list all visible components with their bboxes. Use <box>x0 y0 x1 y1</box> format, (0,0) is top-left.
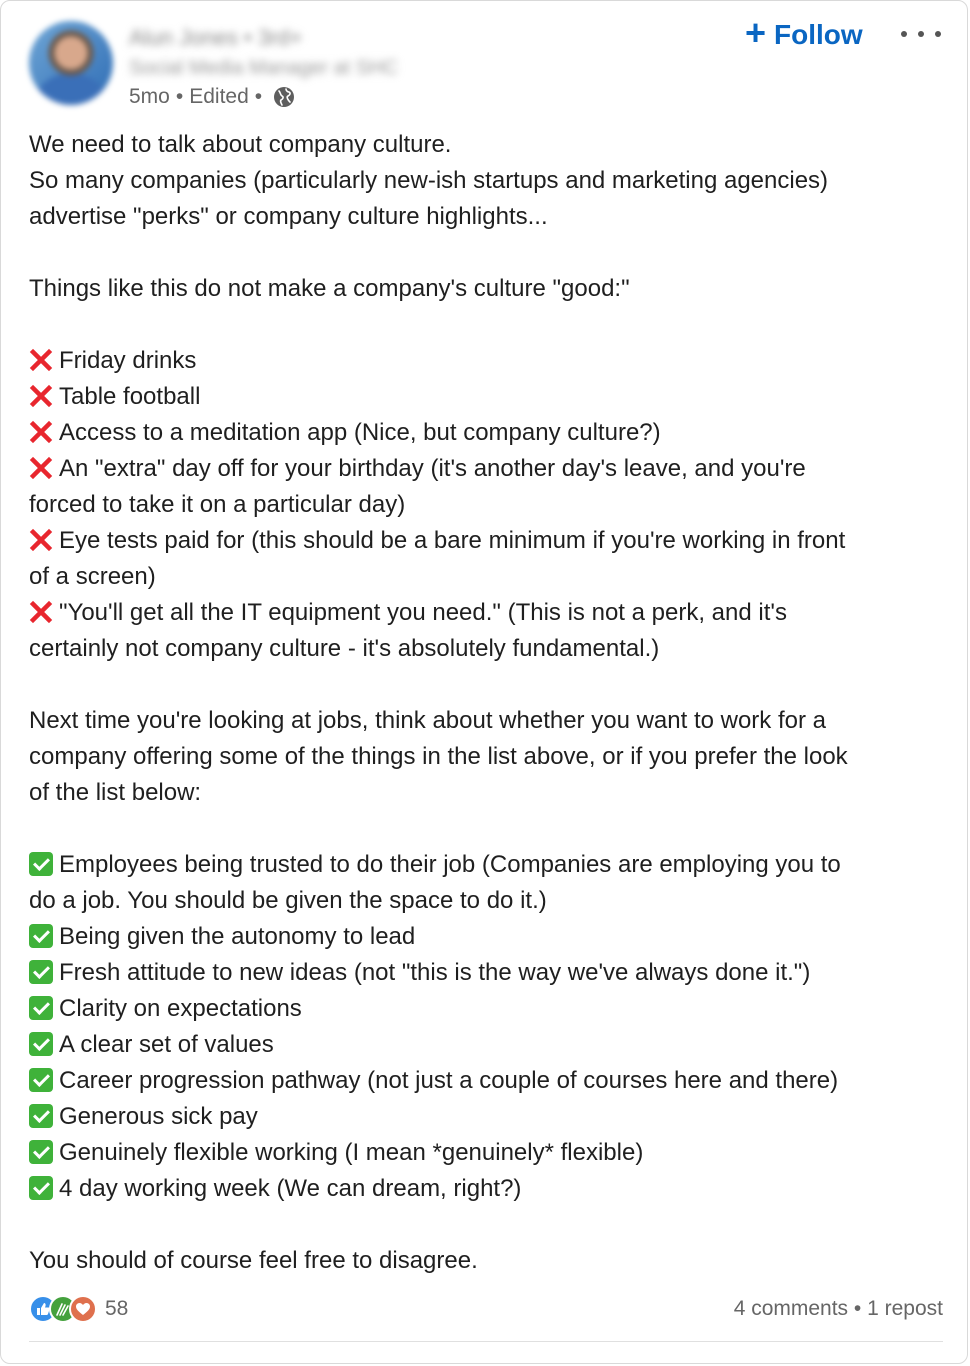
follow-button[interactable] <box>745 12 863 55</box>
cross-mark-icon <box>29 420 53 444</box>
post-age: 5mo <box>129 85 170 108</box>
good-item-text: Genuinely flexible working (I mean *genuinely* flexible) <box>59 1139 644 1166</box>
good-list-item <box>29 991 949 1027</box>
good-item-text: Generous sick pay <box>59 1103 258 1130</box>
author-degree: 3rd+ <box>257 25 303 50</box>
avatar[interactable] <box>29 21 113 105</box>
author-headline: Social Media Manager at SHC <box>129 57 399 79</box>
bad-list-item <box>29 451 949 487</box>
post-meta <box>129 85 296 109</box>
plus-icon: + <box>745 12 767 53</box>
check-mark-icon <box>29 1068 53 1092</box>
post-text <box>29 127 949 1279</box>
good-item-text: Clarity on expectations <box>59 995 302 1022</box>
good-item-text: 4 day working week (We can dream, right?) <box>59 1175 522 1202</box>
comments-link[interactable]: 4 comments <box>733 1297 849 1320</box>
good-item-text: A clear set of values <box>59 1031 274 1058</box>
bad-list-item <box>29 415 949 451</box>
bad-list-item <box>29 343 949 379</box>
bad-item-continuation: certainly not company culture - it's absolutely fundamental.) <box>29 635 660 662</box>
check-mark-icon <box>29 1032 53 1056</box>
cross-mark-icon <box>29 528 53 552</box>
meta-separator: • <box>254 85 263 108</box>
post-line: Next time you're looking at jobs, think about whether you want to work for a <box>29 707 826 734</box>
post-line: So many companies (particularly new-ish startups and marketing agencies) <box>29 167 829 194</box>
blank-line <box>29 811 949 847</box>
reposts-link[interactable]: 1 repost <box>867 1297 943 1320</box>
author-name-line[interactable] <box>129 25 302 51</box>
engagement-summary <box>734 1297 943 1321</box>
check-mark-icon <box>29 996 53 1020</box>
meta-separator: • <box>175 85 184 108</box>
post-edited: Edited <box>189 85 249 108</box>
love-reaction-icon <box>69 1295 97 1323</box>
cross-mark-icon <box>29 384 53 408</box>
good-item-text: Career progression pathway (not just a couple of courses here and there) <box>59 1067 839 1094</box>
good-item-text: Fresh attitude to new ideas (not "this is the way we've always done it.") <box>59 959 811 986</box>
check-mark-icon <box>29 852 53 876</box>
good-list-item <box>29 1063 949 1099</box>
good-list-item <box>29 955 949 991</box>
good-item-text: Employees being trusted to do their job (Companies are employing you to <box>59 851 841 878</box>
post-line: advertise "perks" or company culture highlights... <box>29 203 548 230</box>
social-counts <box>29 1293 943 1329</box>
cross-mark-icon <box>29 348 53 372</box>
bad-list-item <box>29 523 949 559</box>
more-options-button[interactable] <box>899 19 943 49</box>
good-item-text: Being given the autonomy to lead <box>59 923 416 950</box>
blank-line <box>29 1207 949 1243</box>
post-line: We need to talk about company culture. <box>29 131 452 158</box>
blank-line <box>29 235 949 271</box>
reaction-count: 58 <box>105 1297 129 1320</box>
good-list-item <box>29 1135 949 1171</box>
bad-list-item <box>29 595 949 631</box>
good-list-item <box>29 1171 949 1207</box>
ellipsis-icon-dot <box>935 31 941 37</box>
author-name[interactable]: Alun Jones <box>129 25 238 50</box>
bad-item-text: Access to a meditation app (Nice, but company culture?) <box>59 419 661 446</box>
bad-item-text: Table football <box>59 383 201 410</box>
good-list-item <box>29 1027 949 1063</box>
follow-label: Follow <box>774 19 863 50</box>
blank-line <box>29 667 949 703</box>
bad-item-text: "You'll get all the IT equipment you need." (This is not a perk, and it's <box>59 599 787 626</box>
good-item-continuation: do a job. You should be given the space to do it.) <box>29 887 547 914</box>
reactions-summary[interactable] <box>29 1295 128 1323</box>
check-mark-icon <box>29 924 53 948</box>
post-line: of the list below: <box>29 779 202 806</box>
bad-item-text: Friday drinks <box>59 347 197 374</box>
bad-item-text: Eye tests paid for (this should be a bare minimum if you're working in front <box>59 527 846 554</box>
divider <box>29 1341 943 1342</box>
blank-line <box>29 307 949 343</box>
post-line: You should of course feel free to disagree. <box>29 1247 478 1274</box>
globe-icon <box>272 85 296 109</box>
good-list-item <box>29 919 949 955</box>
ellipsis-icon-dot <box>901 31 907 37</box>
author-degree-separator: • <box>243 25 258 50</box>
check-mark-icon <box>29 1104 53 1128</box>
post-line: company offering some of the things in the list above, or if you prefer the look <box>29 743 848 770</box>
ellipsis-icon-dot <box>918 31 924 37</box>
cross-mark-icon <box>29 600 53 624</box>
check-mark-icon <box>29 960 53 984</box>
post-line: Things like this do not make a company's culture "good:" <box>29 275 630 302</box>
bad-list-item <box>29 379 949 415</box>
bad-item-continuation: of a screen) <box>29 563 156 590</box>
good-list-item <box>29 1099 949 1135</box>
bad-item-text: An "extra" day off for your birthday (it's another day's leave, and you're <box>59 455 806 482</box>
check-mark-icon <box>29 1176 53 1200</box>
bad-item-continuation: forced to take it on a particular day) <box>29 491 406 518</box>
good-list-item <box>29 847 949 883</box>
engagement-separator: • <box>853 1297 862 1320</box>
check-mark-icon <box>29 1140 53 1164</box>
cross-mark-icon <box>29 456 53 480</box>
